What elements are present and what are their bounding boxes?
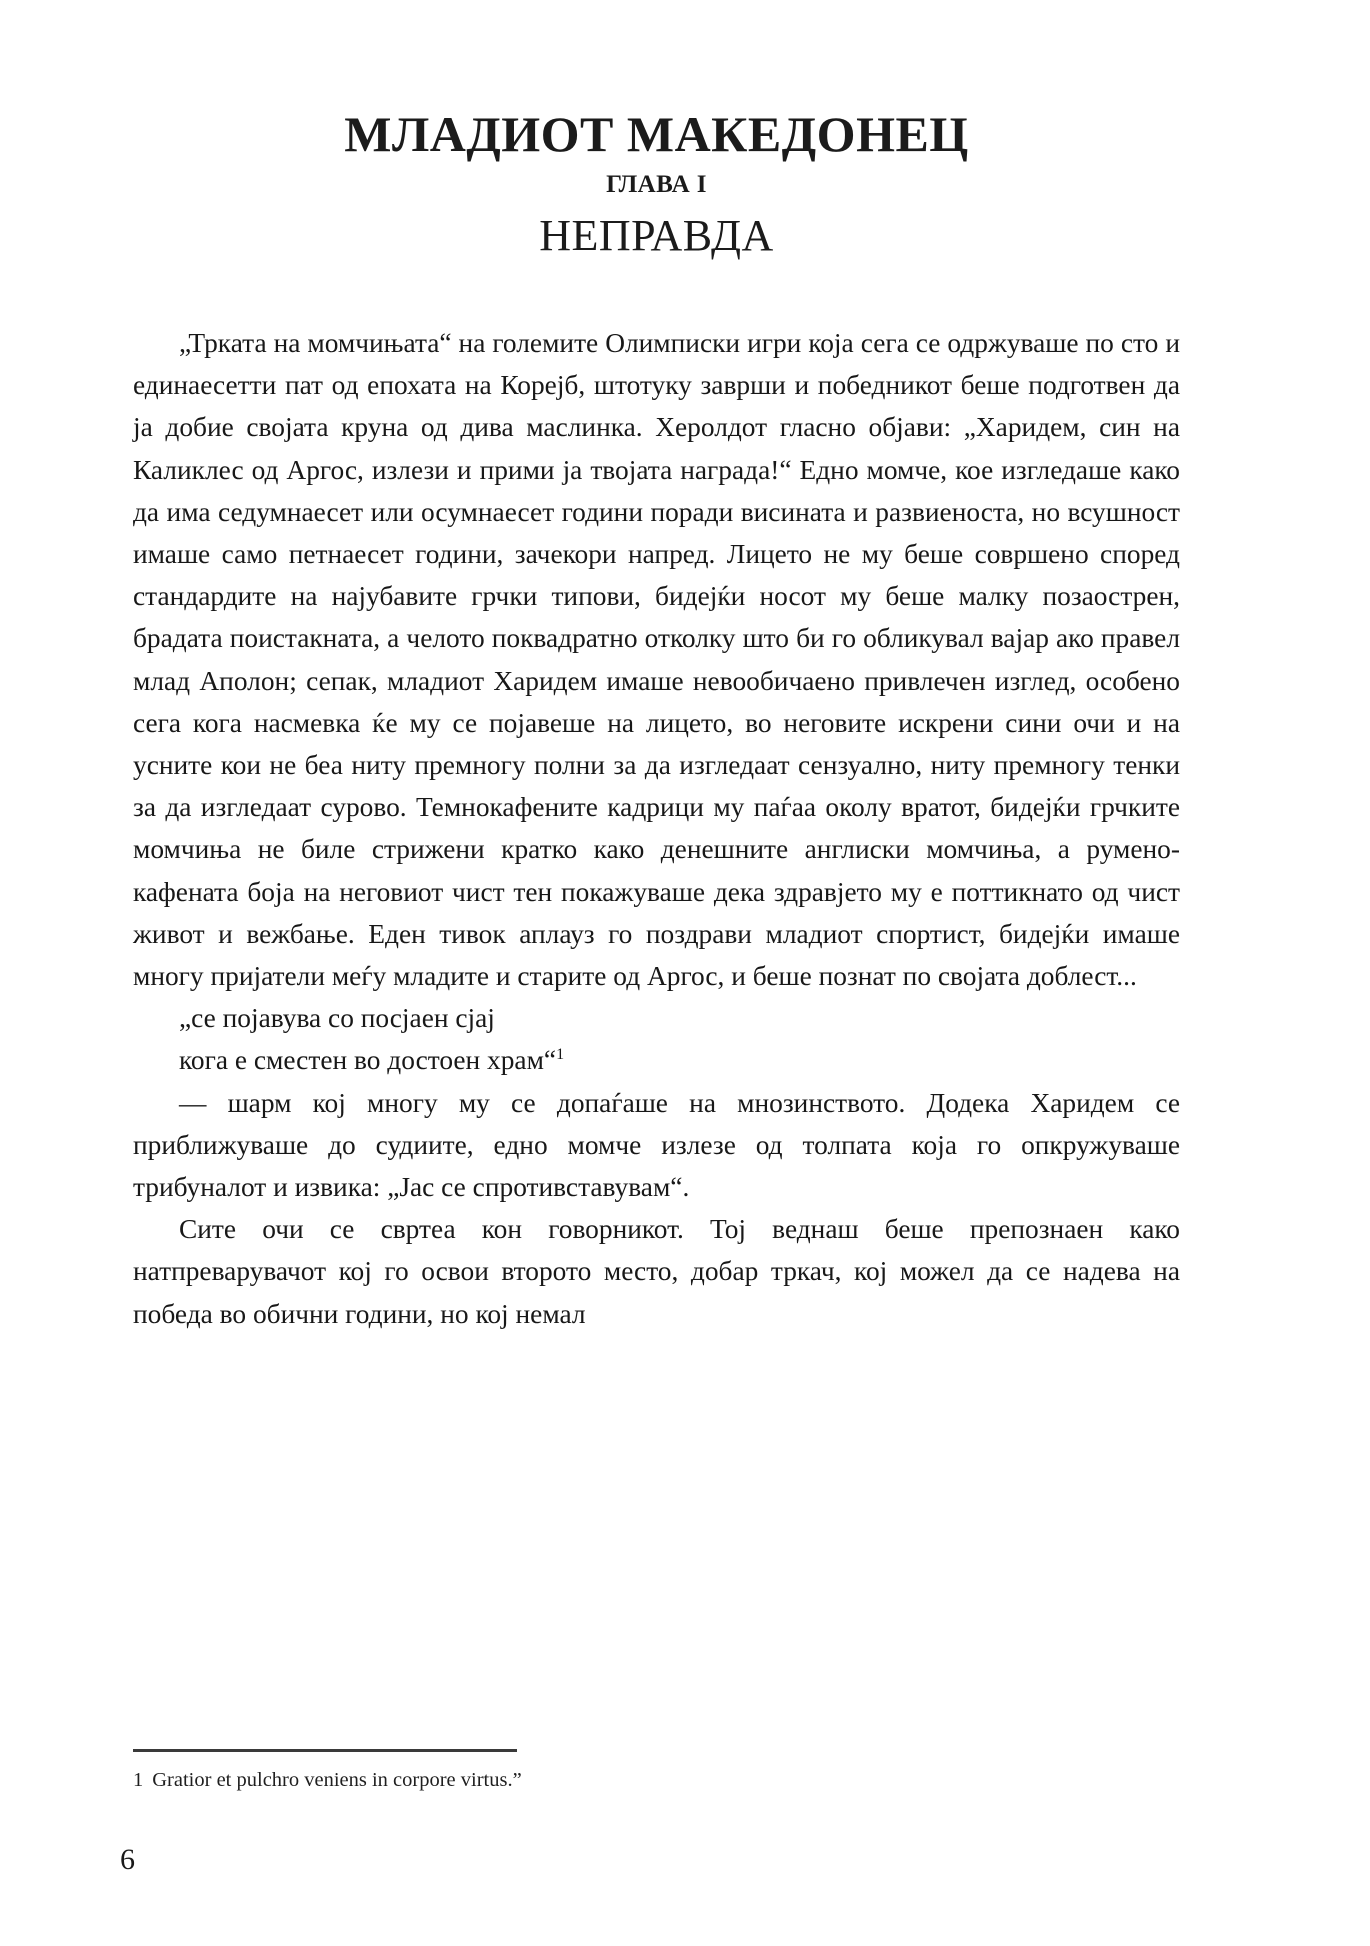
page-heading-block: [133, 108, 1180, 260]
footnote: [133, 1766, 1033, 1794]
body-paragraph-2: — шарм кој многу му се допаѓаше на мнозинството. Додека Харидем се приближуваше до судиите, едно момче излезе од толпата која го опкружуваше трибуналот и извика: „Јас се спротивставувам“.: [133, 1087, 1180, 1203]
chapter-label: ГЛАВА I: [606, 170, 707, 198]
page-number: 6: [120, 1843, 135, 1876]
verse-line-2-text: кога е сместен во достоен храм“: [179, 1045, 557, 1076]
body-paragraph-3: Сите очи се свртеа кон говорникот. Тој веднаш беше препознаен како натпреварувачот кој го освои второто место, добар тркач, кој можел да се надева на победа во обични години, но кој немал: [133, 1214, 1180, 1329]
chapter-title: НЕПРАВДА: [539, 211, 774, 260]
footnote-text: Gratior et pulchro veniens in corpore virtus.”: [152, 1769, 522, 1791]
verse-line-1: „се појавува со посјаен сјај: [179, 1003, 495, 1034]
footnote-separator-rule: [133, 1749, 517, 1752]
body-text-column: [133, 322, 1180, 1335]
body-paragraph-1: „Трката на момчињата“ на големите Олимписки игри која сега се одржуваше по сто и единаесетти пат од епохата на Корејб, штотуку заврши и победникот беше подготвен да ја добие својата круна од дива маслинка. Херолдот гласно објави: „Харидем, син на Каликлес од Аргос, излези и прими ја твојата награда!“ Едно момче, кое изгледаше како да има седумнаесет или осумнаесет години поради висината и развиеноста, но всушност имаше само петнаесет години, зачекори напред. Лицето не му беше совршено според стандардите на најубавите грчки типови, бидејќи носот му беше малку позаострен, брадата поистакната, а челото поквадратно отколку што би го обликувал вајар ако правел млад Аполон; сепак, младиот Харидем имаше невообичаено привлечен изглед, особено сега кога насмевка ќе му се појавеше на лицето, во неговите искрени сини очи и на усните кои не беа ниту премногу полни за да изгледаат сензуално, ниту премногу тенки за да изгледаат сурово. Темнокафените кадрици му паѓаа околу вратот, бидејќи грчките момчиња не биле стрижени кратко како денешните англиски момчиња, а румено-кафената боја на неговиот чист тен покажуваше дека здравјето му е поттикнато од чист живот и вежбање. Еден тивок аплауз го поздрави младиот спортист, бидејќи имаше многу пријатели меѓу младите и старите од Аргос, и беше познат по својата доблест...: [133, 328, 1180, 992]
footnote-number: 1: [133, 1769, 144, 1791]
footnote-marker[interactable]: 1: [556, 1046, 565, 1064]
verse-line-2: [133, 1039, 1180, 1081]
book-title: МЛАДИОТ МАКЕДОНЕЦ: [344, 106, 969, 162]
